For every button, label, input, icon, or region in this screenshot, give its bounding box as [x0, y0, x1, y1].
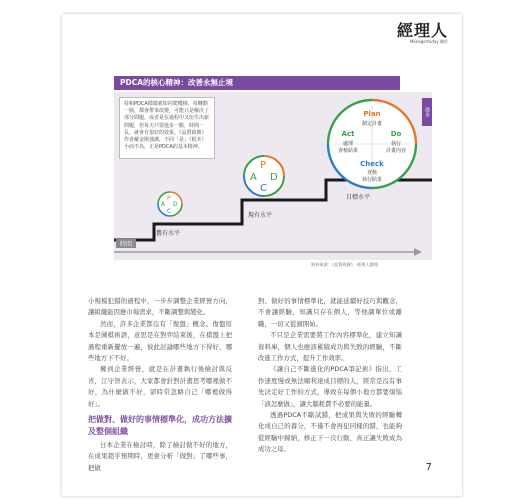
pdca-figure — [114, 92, 432, 260]
figure-title: PDCA的核心精神：改善永無止境 — [114, 76, 400, 90]
body-column-left — [88, 296, 232, 474]
paragraph: 對、做好的事情標準化，就能延續好技巧與觀念，不會讓經驗、知識只存在個人，等他調單位或離職，一切又從頭開始。 — [258, 297, 402, 328]
plan-sub: 制定計畫 — [361, 121, 383, 127]
act-sub2: 查核結果 — [337, 148, 359, 154]
time-axis-label: 時間 — [116, 239, 136, 248]
page-number: 7 — [425, 462, 432, 473]
paragraph: 不只是企業需要將工作內容標準化，建立知識資料庫，個人也應該累積成功與失敗的經驗，不斷改進工作方式，提升工作效率。 — [258, 331, 402, 363]
body-column-right — [258, 296, 402, 456]
logo-text: 經理人 — [396, 21, 448, 40]
check-sub2: 執行結果 — [361, 177, 383, 183]
check-sub1: 查核 — [366, 170, 378, 176]
wheel2-letter-d: D — [270, 172, 278, 183]
figure-callout: 持和PDCA循環就如同爬樓梯，每轉動一圈，都會帶來改變，可能只是解決了部分問題，或者是在過程中又衍生出新問題，但每天只要進步一點，時間一長，就會有很好的效果。《品質致勝》作者戴金斯強調，不同「是」《根本》小而不為，正是PDCA的基本精神。 — [119, 97, 215, 159]
wheel1-letter-d: D — [173, 201, 178, 208]
plan-title: Plan — [363, 110, 381, 118]
logo-subtext: Managertoday 關於 — [409, 39, 448, 44]
act-sub1: 處理 — [342, 141, 354, 147]
paragraph: 小規模犯錯的過程中，一步步調整企業經營方向，讓組織能因應市場需求，不斷調整與變化。 — [88, 297, 232, 317]
wheel1-letter-c: C — [167, 208, 172, 215]
wheel2-letter-c: C — [260, 183, 267, 194]
paragraph: 透過PDCA不斷試錯，把成果與失敗的經驗轉化成自己的養分，不僅不會再犯同樣的錯，也能夠從經驗中歸納，修正下一次行動，真正讓失敗成為成功之母。 — [258, 411, 402, 454]
stage-label-old: 舊有水平 — [156, 230, 181, 237]
wheel2-letter-p: P — [260, 160, 267, 171]
magazine-page — [62, 14, 462, 496]
wheel1-letter-a: A — [161, 201, 166, 208]
stage-label-target: 目標水平 — [346, 194, 371, 201]
magazine-logo — [397, 18, 448, 45]
wheel1-letter-p: P — [167, 195, 171, 202]
progress-axis-label: 進步 — [422, 98, 432, 126]
paragraph: 日本企業在檢討時，除了檢討做不好的地方，在成果超乎預期時，更會分析「做對」了哪些事，把做 — [88, 441, 232, 472]
time-axis-arrowhead — [414, 248, 422, 256]
check-title: Check — [360, 160, 384, 168]
paragraph: 《讓自己不斷進化的PDCA筆記術》指出，工作速度慢或無法順利達成目標的人，經常是沒有事先決定好工作的方式，導致在每個小地方都要煩惱「該怎麼做」，讓大腦耗費不必要的能量。 — [258, 365, 402, 408]
wheel2-letter-a: A — [250, 172, 257, 183]
act-title: Act — [341, 130, 355, 138]
section-heading: 把做對、做好的事情標準化，成功方法擴及整個組織 — [88, 415, 232, 437]
paragraph: 然而，許多企業都沒有「復盤」概念。復盤原本是圍棋術語，意思是在對弈結束後，在棋盤上把過程重新擺放一遍，彼此討論哪些地方下得好、哪些地方下不好。 — [88, 319, 232, 363]
figure-credit: 資料來源：《品質致勝》、經理人整理 — [311, 262, 378, 267]
do-sub1: 執行 — [390, 141, 402, 147]
stage-label-current: 現有水平 — [248, 212, 273, 219]
do-title: Do — [390, 130, 402, 138]
paragraph: 擁到企業經營，就是在計畫執行後檢討與反省，江守智表示，大家都會針對計畫思考哪裡做不好，為什麼做不好，卻時常忽略自己「哪裡做得好」。 — [88, 365, 232, 408]
do-sub2: 計畫內容 — [385, 148, 407, 154]
